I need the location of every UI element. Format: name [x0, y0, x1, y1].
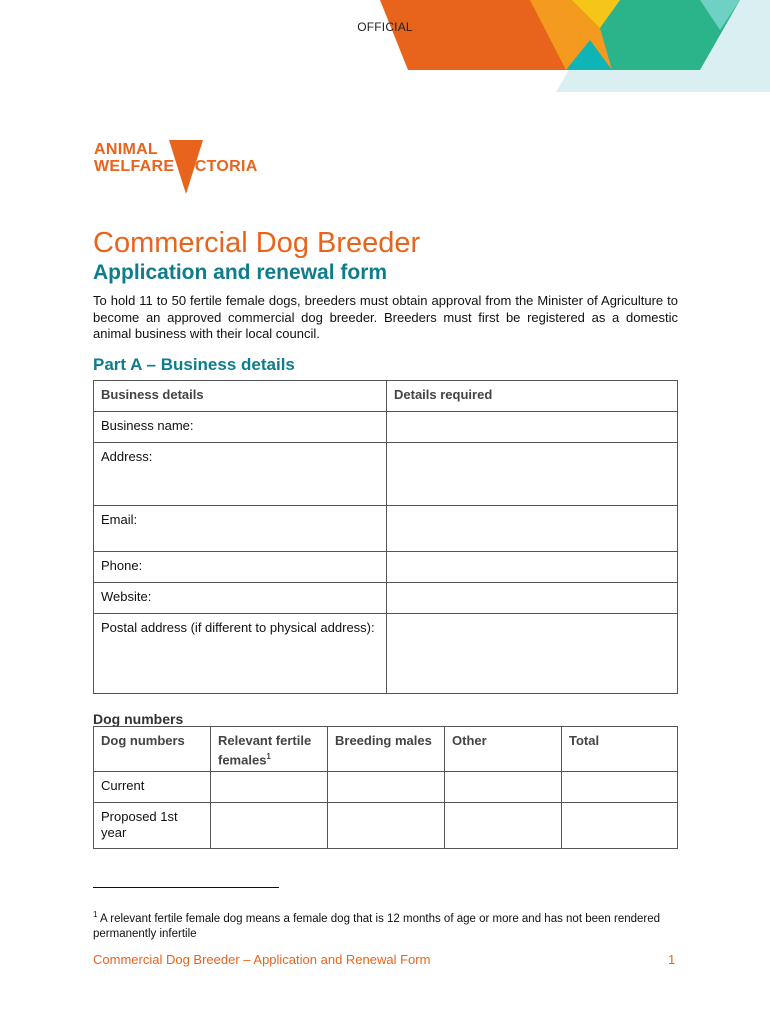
row-label: Phone:: [94, 552, 387, 583]
header-banner: [0, 0, 770, 100]
table-row: [94, 506, 678, 552]
footnote: [93, 907, 678, 942]
logo-line-1: ANIMAL: [94, 141, 159, 158]
current-total-field[interactable]: [562, 772, 678, 803]
table-row: [94, 614, 678, 694]
page-subtitle: Application and renewal form: [93, 261, 388, 284]
table-row: [94, 583, 678, 614]
address-field[interactable]: [387, 443, 678, 506]
logo-line-2a: WELFARE: [94, 158, 175, 175]
footnote-mark: 1: [93, 910, 98, 919]
column-header: Business details: [94, 381, 387, 412]
row-label: Website:: [94, 583, 387, 614]
animal-welfare-victoria-logo: [93, 138, 268, 196]
footnote-separator: [93, 887, 279, 888]
current-fertile-females-field[interactable]: [211, 772, 328, 803]
footer-title: Commercial Dog Breeder – Application and Renewal Form: [93, 952, 431, 967]
table-row: [94, 552, 678, 583]
column-header: Relevant fertile females$^1$: [211, 727, 328, 772]
email-field[interactable]: [387, 506, 678, 552]
table-row: [94, 412, 678, 443]
intro-paragraph: To hold 11 to 50 fertile female dogs, breeders must obtain approval from the Minister of Agriculture to become an approved commercial dog breeder. Breeders must first be registered as a domestic animal business with their local council.: [93, 293, 678, 341]
row-label: Proposed 1st year: [94, 803, 211, 849]
proposed-total-field[interactable]: [562, 803, 678, 849]
phone-field[interactable]: [387, 552, 678, 583]
dog-numbers-heading: Dog numbers: [93, 711, 184, 727]
business-details-table: [93, 380, 678, 694]
table-row: [94, 772, 678, 803]
column-header: Total: [562, 727, 678, 772]
website-field[interactable]: [387, 583, 678, 614]
column-header: Other: [445, 727, 562, 772]
row-label: Current: [94, 772, 211, 803]
row-label: Address:: [94, 443, 387, 506]
footnote-text: A relevant fertile female dog means a female dog that is 12 months of age or more and has not been rendered permanently infertile: [93, 912, 661, 940]
classification-label: OFFICIAL: [357, 20, 413, 34]
page-number: 1: [668, 952, 676, 967]
proposed-other-field[interactable]: [445, 803, 562, 849]
table-row: [94, 443, 678, 506]
dog-numbers-table: [93, 726, 678, 849]
table-row: [94, 803, 678, 849]
row-label: Email:: [94, 506, 387, 552]
current-other-field[interactable]: [445, 772, 562, 803]
logo-line-2b: VICTORIA: [179, 158, 258, 175]
footnote-reference: 1: [266, 752, 271, 761]
current-breeding-males-field[interactable]: [328, 772, 445, 803]
column-header: Breeding males: [328, 727, 445, 772]
proposed-breeding-males-field[interactable]: [328, 803, 445, 849]
business-name-field[interactable]: [387, 412, 678, 443]
page-title: Commercial Dog Breeder: [93, 227, 421, 259]
postal-address-field[interactable]: [387, 614, 678, 694]
column-header: Details required: [387, 381, 678, 412]
column-header: Dog numbers: [94, 727, 211, 772]
row-label: Business name:: [94, 412, 387, 443]
part-a-heading: Part A – Business details: [93, 355, 295, 374]
proposed-fertile-females-field[interactable]: [211, 803, 328, 849]
row-label: Postal address (if different to physical address):: [94, 614, 387, 694]
